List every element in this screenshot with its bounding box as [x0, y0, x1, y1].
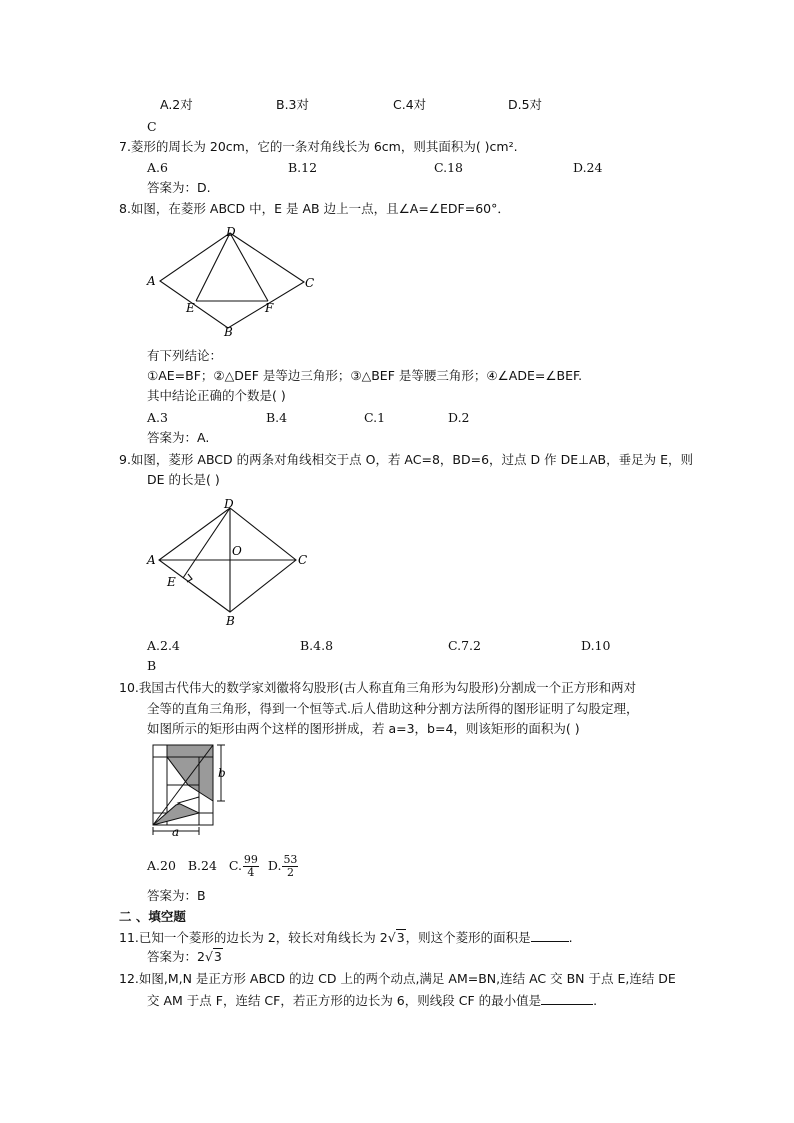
q8-option-b: B.4	[266, 410, 288, 425]
q8-label-d: D	[226, 225, 236, 239]
q9-option-c: C.7.2	[448, 638, 481, 653]
q8-label-b: B	[224, 325, 233, 339]
q8-label-c: C	[305, 276, 315, 290]
q8-answer: 答案为：A.	[147, 430, 210, 445]
q8-option-c: C.1	[364, 410, 386, 425]
q8-option-a: A.3	[147, 410, 168, 425]
q8-conclusions: ①AE=BF；②△DEF 是等边三角形；③△BEF 是等腰三角形；④∠ADE=∠BEF.	[147, 368, 583, 383]
q6-option-b: B.3对	[276, 97, 310, 112]
q12-answer-blank	[541, 992, 593, 1005]
q8-stem: 8.如图，在菱形 ABCD 中，E 是 AB 边上一点，且∠A=∠EDF=60°．	[119, 201, 510, 216]
q8-label-f: F	[265, 301, 274, 315]
q6-answer: C	[147, 119, 157, 134]
q9-stem-line2: DE 的长是( )	[147, 472, 220, 487]
q10-stem-line3: 如图所示的矩形由两个这样的图形拼成，若 a=3，b=4，则该矩形的面积为( )	[147, 721, 580, 736]
q8-option-d: D.2	[448, 410, 470, 425]
q10-label-a: a	[172, 825, 180, 839]
q8-label-a: A	[147, 274, 156, 288]
q6-option-d: D.5对	[508, 97, 543, 112]
q10-option-d: D.	[267, 858, 282, 873]
q9-option-d: D.10	[581, 638, 611, 653]
q7-option-c: C.18	[434, 160, 463, 175]
q10-option-b: B.24	[187, 858, 217, 873]
q9-label-o: O	[232, 544, 242, 558]
q10-options	[147, 848, 299, 884]
q11-radicand: 3	[396, 930, 405, 945]
q11-answer-radicand: 3	[213, 949, 222, 964]
q10-answer: 答案为：B	[147, 888, 206, 903]
q9-rhombus-figure	[144, 494, 314, 630]
q7-stem: 7.菱形的周长为 20cm，它的一条对角线长为 6cm，则其面积为( )cm².	[119, 139, 518, 154]
q11-answer: 答案为：2√3	[147, 949, 222, 964]
q10-option-c: C.	[228, 858, 242, 873]
q9-label-e: E	[167, 575, 176, 589]
q6-option-a: A.2对	[160, 97, 193, 112]
q8-rhombus-figure	[144, 222, 320, 342]
q9-label-a: A	[147, 553, 156, 567]
q10-option-a: A.20	[147, 858, 176, 873]
q7-option-a: A.6	[147, 160, 168, 175]
q8-ask: 其中结论正确的个数是( )	[147, 388, 286, 403]
q9-option-a: A.2.4	[147, 638, 180, 653]
q10-label-b: b	[218, 766, 226, 780]
q9-label-b: B	[226, 614, 235, 628]
q9-option-b: B.4.8	[300, 638, 334, 653]
q8-label-e: E	[186, 301, 195, 315]
q9-stem-line1: 9.如图，菱形 ABCD 的两条对角线相交于点 O，若 AC=8，BD=6，过点 D 作 DE⊥AB，垂足为 E，则	[119, 452, 693, 467]
q9-answer: B	[147, 658, 157, 673]
q7-answer: 答案为：D.	[147, 180, 211, 195]
q12-stem-line2: 交 AM 于点 F，连结 CF，若正方形的边长为 6，则线段 CF 的最小值是 .	[147, 993, 598, 1008]
q7-option-b: B.12	[288, 160, 318, 175]
q11-stem: 11.已知一个菱形的边长为 2，较长对角线长为 2√3，则这个菱形的面积是 .	[119, 930, 573, 945]
q10-stem-line1: 10.我国古代伟大的数学家刘徽将勾股形(古人称直角三角形为勾股形)分割成一个正方形和两对	[119, 680, 637, 695]
q11-answer-blank	[531, 929, 569, 942]
q10-stem-line2: 全等的直角三角形，得到一个恒等式.后人借助这种分割方法所得的图形证明了勾股定理，	[147, 701, 639, 716]
q10-option-c-fraction: $\frac{99}{4}$	[243, 853, 258, 879]
q8-intro: 有下列结论：	[147, 348, 223, 363]
q6-option-c: C.4对	[393, 97, 427, 112]
section-title-fill-blank: 二 、填空题	[119, 909, 186, 924]
q7-option-d: D.24	[573, 160, 603, 175]
q10-option-d-fraction: $\frac{53}{2}$	[283, 853, 298, 879]
q9-label-c: C	[298, 553, 308, 567]
q12-stem-line1: 12.如图,M,N 是正方形 ABCD 的边 CD 上的两个动点,满足 AM=BN,连结 AC 交 BN 于点 E,连结 DE	[119, 971, 676, 986]
q9-label-d: D	[224, 497, 234, 511]
q10-rectangle-figure	[146, 741, 236, 841]
